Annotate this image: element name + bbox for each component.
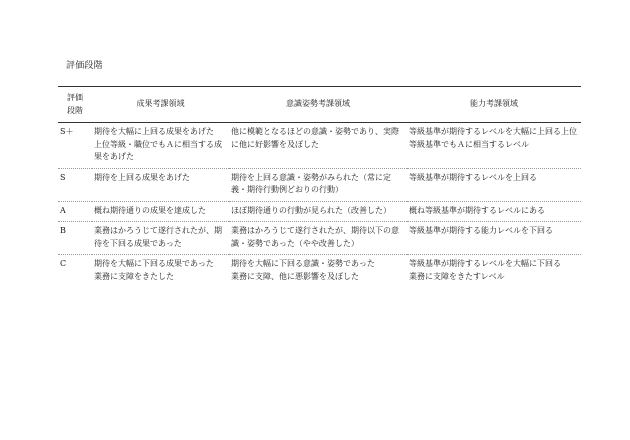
performance-cell: 期待を大幅に下回る成果であった 業務に支障をきたした [94, 259, 214, 281]
header-performance: 成果考課領域 [92, 87, 229, 123]
table-row [58, 168, 581, 201]
grade-cell: S [60, 172, 66, 182]
performance-cell: 期待を上回る成果をあげた [94, 172, 190, 182]
section-title: 評価段階 [66, 61, 103, 71]
performance-cell: 期待を大幅に上回る成果をあげた 上位等級・職位でもＡに相当する成果をあげた [94, 127, 222, 161]
table-row [58, 255, 581, 288]
header-ability: 能力考課領域 [407, 87, 581, 123]
ability-cell: 等級基準が期待する能力レベルを下回る [409, 226, 553, 235]
header-row [58, 87, 581, 123]
table-row [58, 222, 581, 255]
ability-cell: 等級基準が期待するレベルを上回る [409, 172, 537, 182]
performance-cell: 業務はかろうじて遂行されたが、期待を下回る成果であった [94, 226, 222, 248]
table-row [58, 201, 581, 222]
grade-cell: C [60, 259, 67, 268]
table-header [58, 87, 581, 123]
evaluation-table [58, 86, 581, 287]
ability-cell: 等級基準が期待するレベルを大幅に下回る 業務に支障をきたすレベル [409, 259, 561, 281]
attitude-cell: 期待を大幅に下回る意識・姿勢であった 業務に支障、他に悪影響を及ぼした [231, 259, 375, 281]
grade-cell: S＋ [60, 127, 74, 136]
header-attitude: 意識姿勢考課領域 [229, 87, 407, 123]
grade-cell: B [60, 226, 66, 235]
attitude-cell: 業務はかろうじて遂行されたが、期待以下の意識・姿勢であった（やや改善した） [231, 226, 399, 248]
ability-cell: 等級基準が期待するレベルを大幅に上回る上位等級基準でもＡに相当するレベル [409, 127, 577, 149]
table-body [58, 123, 581, 288]
table-row [58, 123, 581, 169]
attitude-cell: 他に模範となるほどの意識・姿勢であり、実際に他に好影響を及ぼした [231, 127, 399, 149]
attitude-cell: ほぼ期待通りの行動が見られた（改善した） [231, 205, 391, 215]
attitude-cell: 期待を上回る意識・姿勢がみられた（常に定義・期待行動例どおりの行動） [231, 172, 391, 194]
grade-cell: A [60, 205, 66, 215]
performance-cell: 概ね期待通りの成果を達成した [94, 205, 206, 215]
ability-cell: 概ね等級基準が期待するレベルにある [409, 205, 545, 215]
header-grade: 評価 段階 [58, 87, 92, 123]
